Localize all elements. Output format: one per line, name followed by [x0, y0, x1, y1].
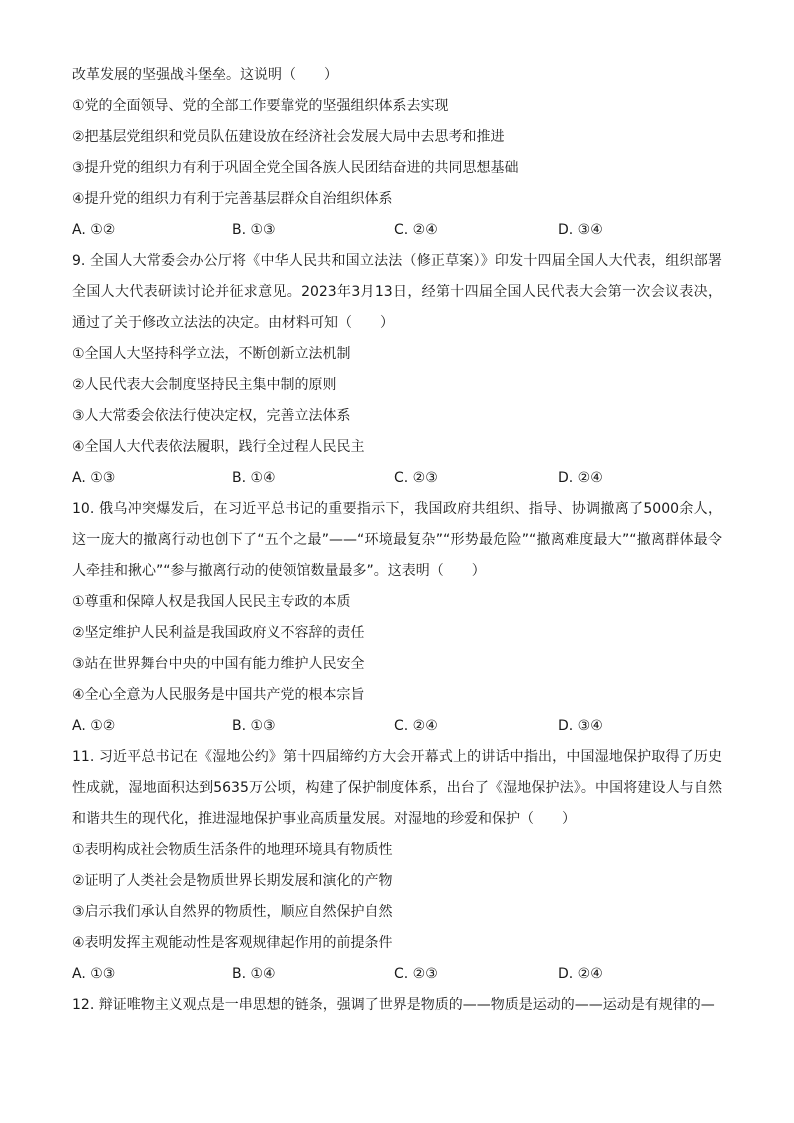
q9-answer-c: C. ②③ — [394, 470, 438, 486]
q8-answer-d: D. ③④ — [558, 222, 603, 238]
q9-stem: 9. 全国人大常委会办公厅将《中华人民共和国立法法（修正草案）》印发十四届全国人大代表，组织部署全国人大代表研读讨论并征求意见。2023年3月13日，经第十四届全国人民代表大会第一次会议表决，通过了关于修改立法法的决定。由材料可知（ ） — [72, 253, 722, 331]
q11-stem: 11. 习近平总书记在《湿地公约》第十四届缔约方大会开幕式上的讲话中指出，中国湿地保护取得了历史性成就，湿地面积达到5635万公顷，构建了保护制度体系，出台了《湿地保护法》。中国将建设人与自然和谐共生的现代化，推进湿地保护事业高质量发展。对湿地的珍爱和保护（ ） — [72, 749, 722, 827]
q10-answer-d: D. ③④ — [558, 718, 603, 734]
q12-stem-head: 12. 辩证唯物主义观点是一串思想的链条，强调了世界是物质的——物质是运动的——运动是有规律的— — [72, 997, 715, 1013]
q11-option-2: ②证明了人类社会是物质世界长期发展和演化的产物 — [72, 873, 393, 889]
q9-answer-d: D. ②④ — [558, 470, 603, 486]
q8-option-4: ④提升党的组织力有利于完善基层群众自治组织体系 — [72, 191, 393, 207]
q11-answer-a: A. ①③ — [72, 966, 116, 982]
q10-answer-b: B. ①③ — [232, 718, 276, 734]
q9-option-3: ③人大常委会依法行使决定权，完善立法体系 — [72, 408, 351, 424]
q11-answer-b: B. ①④ — [232, 966, 276, 982]
q8-answer-b: B. ①③ — [232, 222, 276, 238]
q9-option-2: ②人民代表大会制度坚持民主集中制的原则 — [72, 377, 337, 393]
q8-answer-a: A. ①② — [72, 222, 116, 238]
q11-option-4: ④表明发挥主观能动性是客观规律起作用的前提条件 — [72, 935, 393, 951]
q10-option-2: ②坚定维护人民利益是我国政府义不容辞的责任 — [72, 625, 365, 641]
q8-option-2: ②把基层党组织和党员队伍建设放在经济社会发展大局中去思考和推进 — [72, 129, 505, 145]
q10-answer-c: C. ②④ — [394, 718, 438, 734]
q11-answer-c: C. ②③ — [394, 966, 438, 982]
q10-answers — [72, 711, 722, 742]
q10-option-3: ③站在世界舞台中央的中国有能力维护人民安全 — [72, 656, 365, 672]
q11-answers — [72, 959, 722, 990]
q9-answer-b: B. ①④ — [232, 470, 276, 486]
q9-option-1: ①全国人大坚持科学立法，不断创新立法机制 — [72, 346, 351, 362]
exam-page — [72, 60, 722, 1021]
q11-option-1: ①表明构成社会物质生活条件的地理环境具有物质性 — [72, 842, 393, 858]
q9-answer-a: A. ①③ — [72, 470, 116, 486]
q8-answer-c: C. ②④ — [394, 222, 438, 238]
q10-option-4: ④全心全意为人民服务是中国共产党的根本宗旨 — [72, 687, 365, 703]
q9-option-4: ④全国人大代表依法履职，践行全过程人民民主 — [72, 439, 365, 455]
q10-answer-a: A. ①② — [72, 718, 116, 734]
q11-answer-d: D. ②④ — [558, 966, 603, 982]
q11-option-3: ③启示我们承认自然界的物质性，顺应自然保护自然 — [72, 904, 393, 920]
q8-stem-tail: 改革发展的坚强战斗堡垒。这说明（ ） — [72, 67, 338, 83]
q8-option-3: ③提升党的组织力有利于巩固全党全国各族人民团结奋进的共同思想基础 — [72, 160, 519, 176]
q10-option-1: ①尊重和保障人权是我国人民民主专政的本质 — [72, 594, 351, 610]
q9-answers — [72, 463, 722, 494]
q8-answers — [72, 215, 722, 246]
q10-stem: 10. 俄乌冲突爆发后，在习近平总书记的重要指示下，我国政府共组织、指导、协调撤离了5000余人，这一庞大的撤离行动也创下了“五个之最”——“环境最复杂”“形势最危险”“撤离难度最大”“撤离群体最令人牵挂和揪心”“参与撤离行动的使领馆数量最多”。这表明（ ） — [72, 501, 722, 579]
q8-option-1: ①党的全面领导、党的全部工作要靠党的坚强组织体系去实现 — [72, 98, 449, 114]
